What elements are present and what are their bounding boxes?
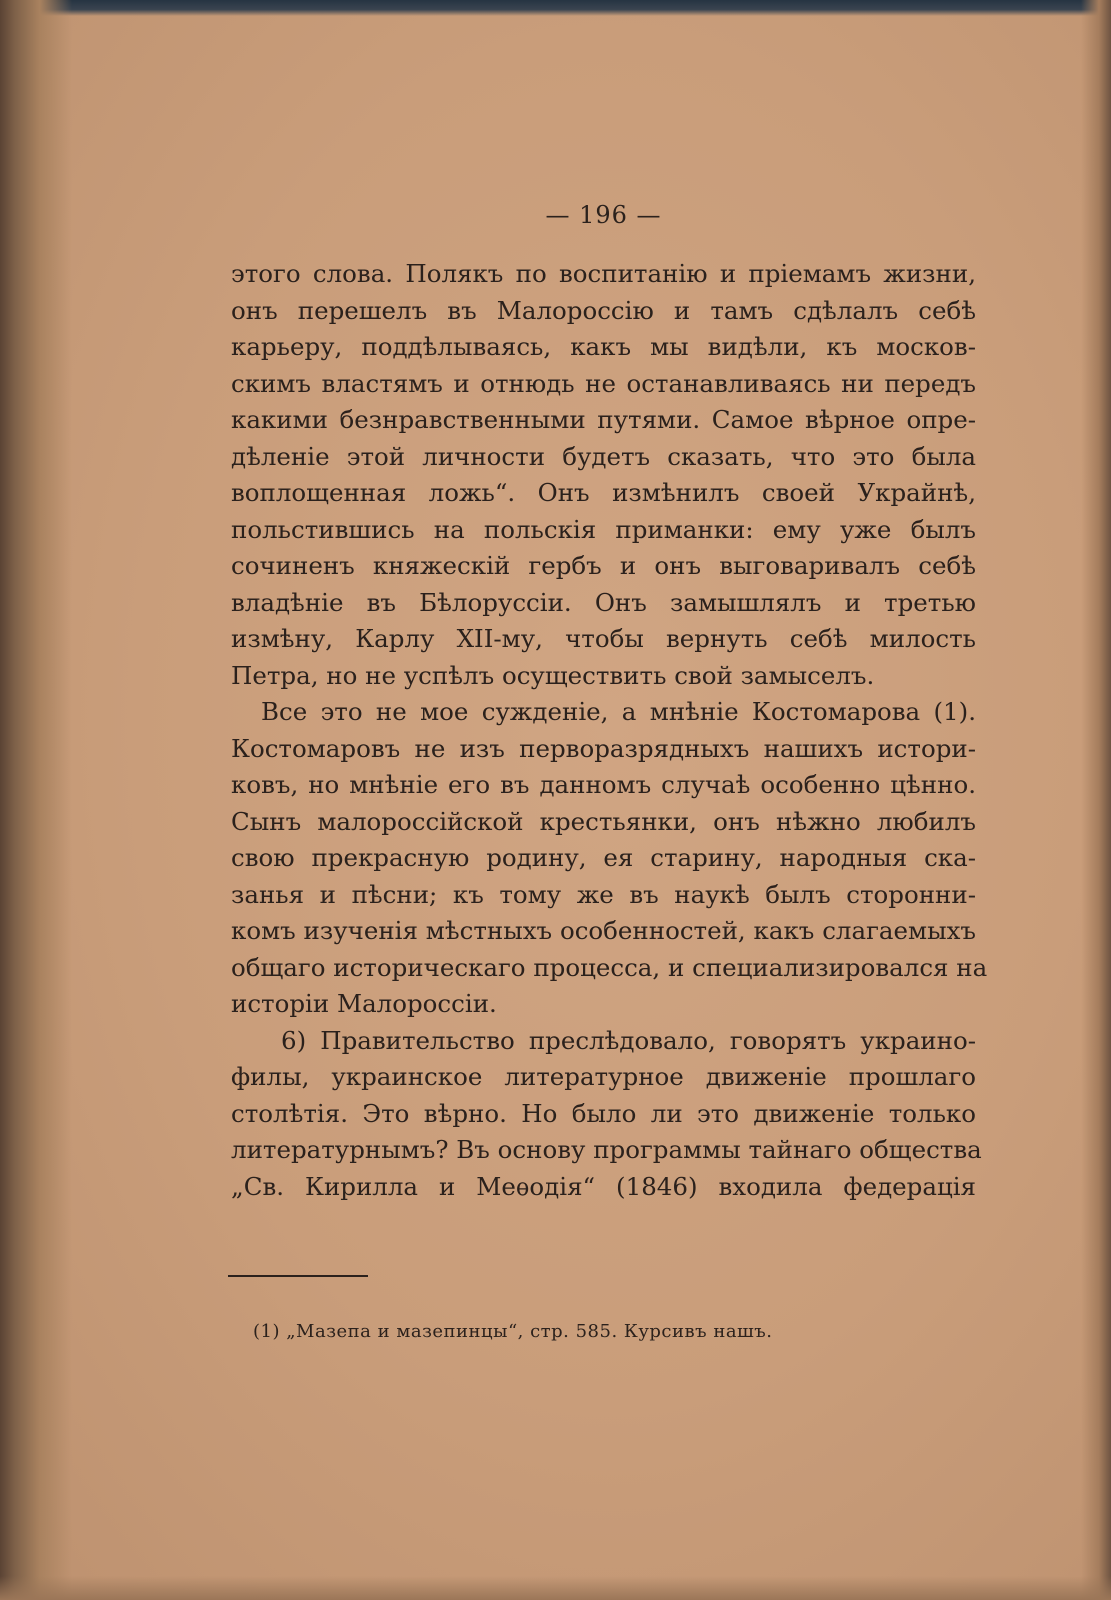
- text-line: Костомаровъ не изъ перворазрядныхъ нашихъ истори-: [231, 733, 976, 763]
- text-line: свою прекрасную родину, ея старину, народныя ска-: [231, 843, 976, 872]
- text-line: 6) Правительство преслѣдовало, говорятъ украино-: [281, 1025, 976, 1055]
- text-line: столѣтія. Это вѣрно. Но было ли это движеніе только: [231, 1098, 976, 1128]
- text-line: филы, украинское литературное движеніе прошлаго: [231, 1062, 976, 1091]
- page-binding-edge: [0, 0, 72, 1600]
- text-line: комъ изученія мѣстныхъ особенностей, какъ слагаемыхъ: [231, 916, 976, 945]
- text-line: польстившись на польскія приманки: ему уже былъ: [231, 514, 976, 544]
- text-line: литературнымъ? Въ основу программы тайнаго общества: [231, 1135, 982, 1164]
- text-line: сочиненъ княжескій гербъ и онъ выговаривалъ себѣ: [231, 551, 976, 580]
- text-line: карьеру, поддѣлываясь, какъ мы видѣли, къ москов-: [231, 332, 976, 361]
- text-line: общаго историческаго процесса, и специализировался на: [231, 952, 988, 982]
- text-line: исторіи Малороссіи.: [231, 989, 497, 1018]
- text-line: дѣленіе этой личности будетъ сказать, что это была: [231, 441, 976, 471]
- text-line: какими безнравственными путями. Самое вѣрное опре-: [231, 405, 976, 434]
- page-bottom-edge: [0, 1576, 1111, 1600]
- text-line: Сынъ малороссійской крестьянки, онъ нѣжно любилъ: [231, 806, 976, 836]
- text-line: онъ перешелъ въ Малороссію и тамъ сдѣлалъ себѣ: [231, 295, 976, 325]
- page-top-edge: [0, 0, 1111, 16]
- text-line: воплощенная ложь“. Онъ измѣнилъ своей Украйнѣ,: [231, 478, 976, 507]
- text-line: этого слова. Полякъ по воспитанію и пріемамъ жизни,: [231, 259, 976, 288]
- text-line: „Св. Кирилла и Меѳодія“ (1846) входила федерація: [231, 1171, 976, 1201]
- page-content: [231, 200, 988, 1342]
- footnote-divider: [228, 1275, 368, 1277]
- page-right-edge: [1081, 0, 1111, 1600]
- footnote: (1) „Мазепа и мазепинцы“, стр. 585. Курсивъ нашъ.: [253, 1321, 773, 1342]
- text-line: Петра, но не успѣлъ осуществить свой замыселъ.: [231, 660, 875, 690]
- text-line: измѣну, Карлу XII-му, чтобы вернуть себѣ милость: [231, 624, 976, 653]
- text-line: ковъ, но мнѣніе его въ данномъ случаѣ особенно цѣнно.: [231, 770, 976, 799]
- body-text: [231, 256, 988, 1205]
- text-line: владѣніе въ Бѣлоруссіи. Онъ замышлялъ и третью: [231, 587, 976, 617]
- text-line: Все это не мое сужденіе, а мнѣніе Костомарова (1).: [261, 697, 976, 726]
- text-line: скимъ властямъ и отнюдь не останавливаясь ни передъ: [231, 368, 976, 398]
- text-line: занья и пѣсни; къ тому же въ наукѣ былъ сторонни-: [231, 879, 976, 909]
- page-number: — 196 —: [545, 201, 662, 229]
